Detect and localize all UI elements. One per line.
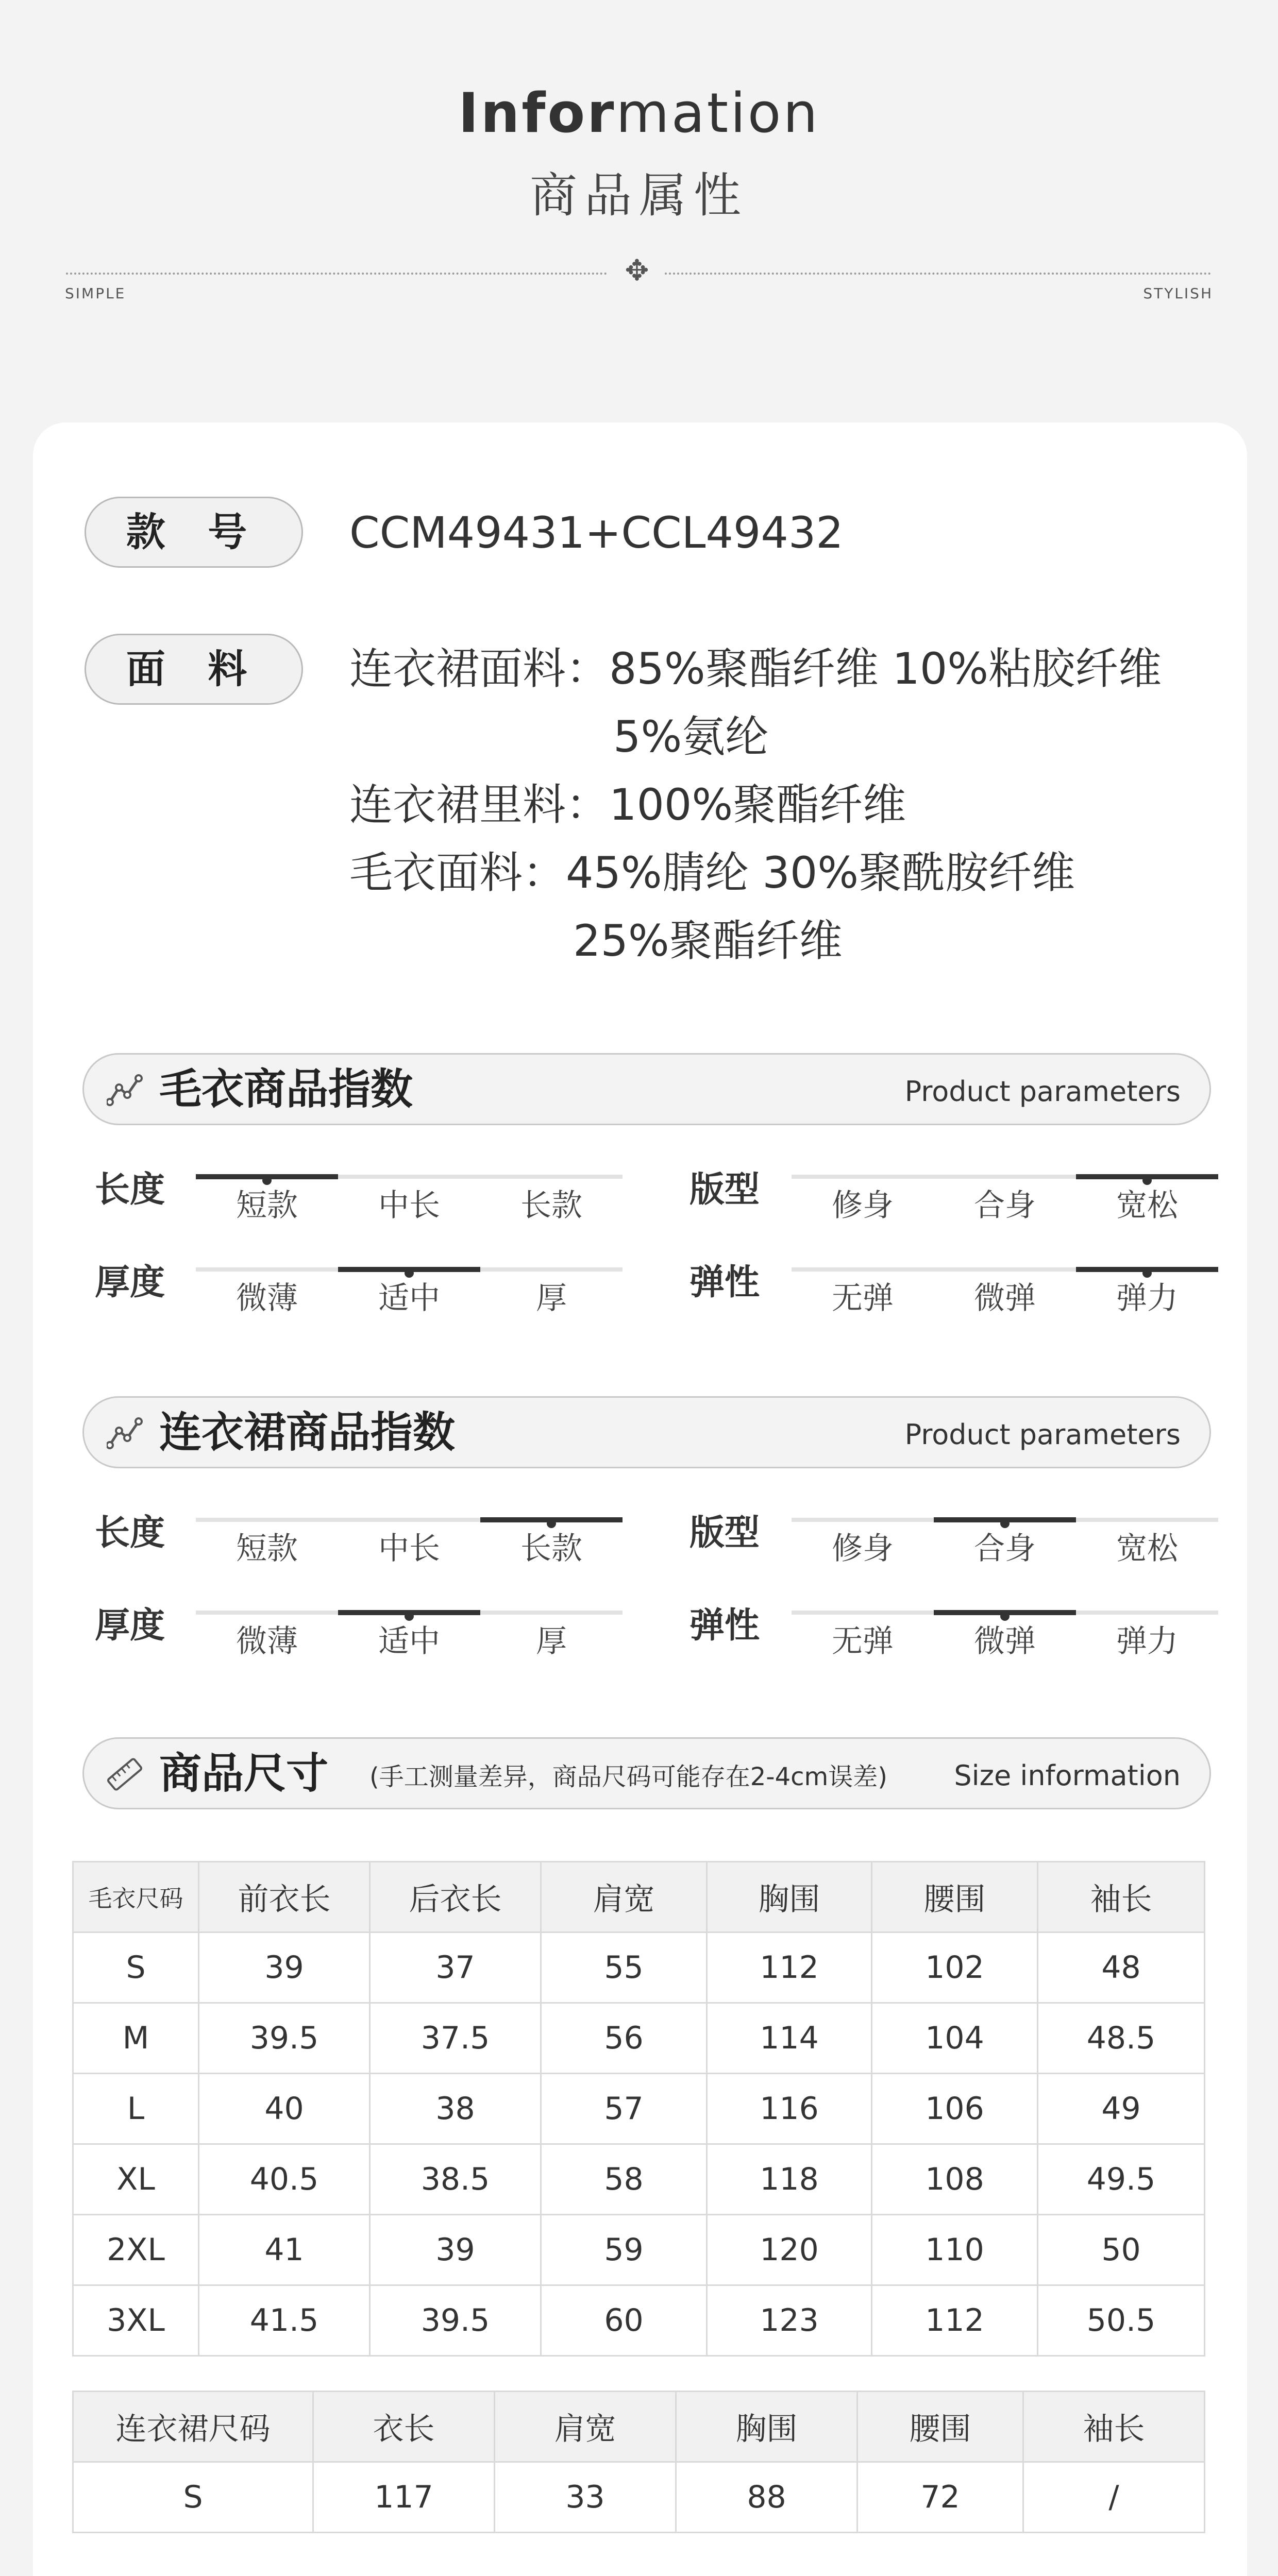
table-row xyxy=(73,2215,1205,2285)
rating-option: 微薄 xyxy=(236,1623,298,1659)
sweater-params-header xyxy=(82,1053,1211,1125)
table-cell: 72 xyxy=(857,2462,1023,2533)
table-cell: 117 xyxy=(313,2462,495,2533)
rating-label: 弹性 xyxy=(690,1605,760,1646)
table-cell: S xyxy=(73,1933,199,2003)
table-row xyxy=(73,2074,1205,2144)
column-header: 肩宽 xyxy=(495,2392,676,2462)
rating-option: 适中 xyxy=(378,1280,440,1316)
rating-option: 适中 xyxy=(378,1623,440,1659)
table-cell: 40.5 xyxy=(199,2144,370,2215)
rating-label: 厚度 xyxy=(95,1605,165,1646)
rating-label: 长度 xyxy=(95,1513,165,1553)
rating-option: 微弹 xyxy=(974,1280,1036,1316)
rating-label: 长度 xyxy=(95,1170,165,1210)
table-cell: 41.5 xyxy=(199,2285,370,2356)
rating-option: 弹力 xyxy=(1116,1280,1178,1316)
table-cell: 58 xyxy=(541,2144,707,2215)
size-info-header xyxy=(82,1737,1211,1809)
table-cell: 48 xyxy=(1038,1933,1205,2003)
rating-option: 无弹 xyxy=(832,1280,894,1316)
table-cell: 39 xyxy=(199,1933,370,2003)
table-cell: 59 xyxy=(541,2215,707,2285)
fabric-line: 毛衣面料：45%腈纶 30%聚酰胺纤维 xyxy=(349,848,1075,898)
rating-label: 弹性 xyxy=(690,1262,760,1303)
table-cell: 60 xyxy=(541,2285,707,2356)
rating-label: 厚度 xyxy=(95,1262,165,1303)
table-cell: 38.5 xyxy=(370,2144,541,2215)
rating-option: 长款 xyxy=(520,1188,582,1224)
column-header: 袖长 xyxy=(1023,2392,1205,2462)
table-cell: 118 xyxy=(707,2144,872,2215)
page-title xyxy=(0,77,1278,149)
column-header: 腰围 xyxy=(857,2392,1023,2462)
table-cell: M xyxy=(73,2003,199,2074)
column-header: 胸围 xyxy=(707,1862,872,1933)
rating-option: 中长 xyxy=(378,1188,440,1224)
table-header-row xyxy=(73,2392,1205,2462)
dress-params-en: Product parameters xyxy=(904,1418,1181,1451)
table-cell: 112 xyxy=(707,1933,872,2003)
divider-right xyxy=(665,273,1211,275)
rating-option: 短款 xyxy=(236,1188,298,1224)
table-cell: 39.5 xyxy=(199,2003,370,2074)
size-info-en: Size information xyxy=(954,1759,1181,1792)
table-cell: 39 xyxy=(370,2215,541,2285)
column-header: 前衣长 xyxy=(199,1862,370,1933)
page-subtitle: 商品属性 xyxy=(529,168,748,223)
dress-params-title: 连衣裙商品指数 xyxy=(159,1408,456,1457)
sweater-params-en: Product parameters xyxy=(904,1075,1181,1108)
table-cell: 39.5 xyxy=(370,2285,541,2356)
table-row xyxy=(73,2003,1205,2074)
column-header: 腰围 xyxy=(872,1862,1038,1933)
table-cell: 120 xyxy=(707,2215,872,2285)
table-cell: 2XL xyxy=(73,2215,199,2285)
fabric-line: 连衣裙面料：85%聚酯纤维 10%粘胶纤维 xyxy=(349,643,1162,694)
fabric-line: 连衣裙里料：100%聚酯纤维 xyxy=(349,779,906,830)
rating-marker xyxy=(1000,1612,1010,1621)
table-cell: 3XL xyxy=(73,2285,199,2356)
rating-option: 修身 xyxy=(832,1531,894,1567)
fabric-label: 面 料 xyxy=(85,634,303,705)
table-cell: 123 xyxy=(707,2285,872,2356)
stylish-tag: STYLISH xyxy=(1143,285,1213,302)
table-cell: 41 xyxy=(199,2215,370,2285)
table-cell: 48.5 xyxy=(1038,2003,1205,2074)
table-cell: 104 xyxy=(872,2003,1038,2074)
rating-marker xyxy=(547,1519,556,1528)
table-cell: 102 xyxy=(872,1933,1038,2003)
sweater-params-title: 毛衣商品指数 xyxy=(159,1065,413,1114)
table-cell: 33 xyxy=(495,2462,676,2533)
rating-option: 修身 xyxy=(832,1188,894,1224)
table-cell: XL xyxy=(73,2144,199,2215)
column-header: 袖长 xyxy=(1038,1862,1205,1933)
column-header: 衣长 xyxy=(313,2392,495,2462)
fabric-line: 25%聚酯纤维 xyxy=(573,916,843,966)
table-cell: 38 xyxy=(370,2074,541,2144)
rating-option: 中长 xyxy=(378,1531,440,1567)
column-header: 肩宽 xyxy=(541,1862,707,1933)
title-rest: mation xyxy=(616,81,820,145)
rating-option: 长款 xyxy=(520,1531,582,1567)
table-cell: 50 xyxy=(1038,2215,1205,2285)
style-no-value: CCM49431+CCL49432 xyxy=(349,507,844,558)
fabric-line: 5%氨纶 xyxy=(613,711,769,762)
rating-option: 厚 xyxy=(536,1280,567,1316)
trend-line-icon xyxy=(107,1416,143,1450)
table-cell: 106 xyxy=(872,2074,1038,2144)
table-cell: L xyxy=(73,2074,199,2144)
table-cell: 112 xyxy=(872,2285,1038,2356)
rating-label: 版型 xyxy=(690,1170,760,1210)
table-row xyxy=(73,1933,1205,2003)
table-cell: 49.5 xyxy=(1038,2144,1205,2215)
rating-option: 短款 xyxy=(236,1531,298,1567)
table-cell: 114 xyxy=(707,2003,872,2074)
rating-marker xyxy=(405,1612,414,1621)
table-cell: 40 xyxy=(199,2074,370,2144)
ruler-icon xyxy=(107,1757,143,1791)
rating-option: 弹力 xyxy=(1116,1623,1178,1659)
rating-option: 合身 xyxy=(974,1188,1036,1224)
table-row xyxy=(73,2285,1205,2356)
rating-option: 宽松 xyxy=(1116,1188,1178,1224)
rating-label: 版型 xyxy=(690,1513,760,1553)
simple-tag: SIMPLE xyxy=(65,285,126,302)
column-header: 连衣裙尺码 xyxy=(73,2392,313,2462)
sweater-size-table xyxy=(72,1861,1205,2357)
table-cell: / xyxy=(1023,2462,1205,2533)
rating-marker xyxy=(1142,1176,1152,1185)
column-header: 毛衣尺码 xyxy=(73,1862,199,1933)
rating-marker xyxy=(1000,1519,1010,1528)
rating-option: 宽松 xyxy=(1116,1531,1178,1567)
table-cell: S xyxy=(73,2462,313,2533)
rating-option: 厚 xyxy=(536,1623,567,1659)
divider-left xyxy=(66,273,607,275)
size-info-title: 商品尺寸 xyxy=(159,1749,329,1798)
rating-option: 无弹 xyxy=(832,1623,894,1659)
table-cell: 49 xyxy=(1038,2074,1205,2144)
table-cell: 50.5 xyxy=(1038,2285,1205,2356)
ornament-icon: ✥ xyxy=(625,254,649,287)
table-cell: 55 xyxy=(541,1933,707,2003)
title-bold: Infor xyxy=(458,81,616,145)
rating-option: 微薄 xyxy=(236,1280,298,1316)
table-cell: 57 xyxy=(541,2074,707,2144)
table-cell: 37.5 xyxy=(370,2003,541,2074)
table-cell: 108 xyxy=(872,2144,1038,2215)
dress-size-table xyxy=(72,2391,1205,2533)
column-header: 后衣长 xyxy=(370,1862,541,1933)
size-info-note: (手工测量差异，商品尺码可能存在2-4cm误差) xyxy=(369,1762,888,1791)
dress-params-header xyxy=(82,1396,1211,1468)
table-row xyxy=(73,2462,1205,2533)
column-header: 胸围 xyxy=(676,2392,857,2462)
rating-marker xyxy=(1142,1268,1152,1278)
style-no-label: 款 号 xyxy=(85,497,303,568)
rating-option: 合身 xyxy=(974,1531,1036,1567)
rating-option: 微弹 xyxy=(974,1623,1036,1659)
rating-marker xyxy=(405,1268,414,1278)
table-cell: 110 xyxy=(872,2215,1038,2285)
table-cell: 56 xyxy=(541,2003,707,2074)
table-cell: 88 xyxy=(676,2462,857,2533)
table-row xyxy=(73,2144,1205,2215)
trend-line-icon xyxy=(107,1073,143,1107)
table-cell: 37 xyxy=(370,1933,541,2003)
rating-marker xyxy=(262,1176,272,1185)
table-header-row xyxy=(73,1862,1205,1933)
table-cell: 116 xyxy=(707,2074,872,2144)
